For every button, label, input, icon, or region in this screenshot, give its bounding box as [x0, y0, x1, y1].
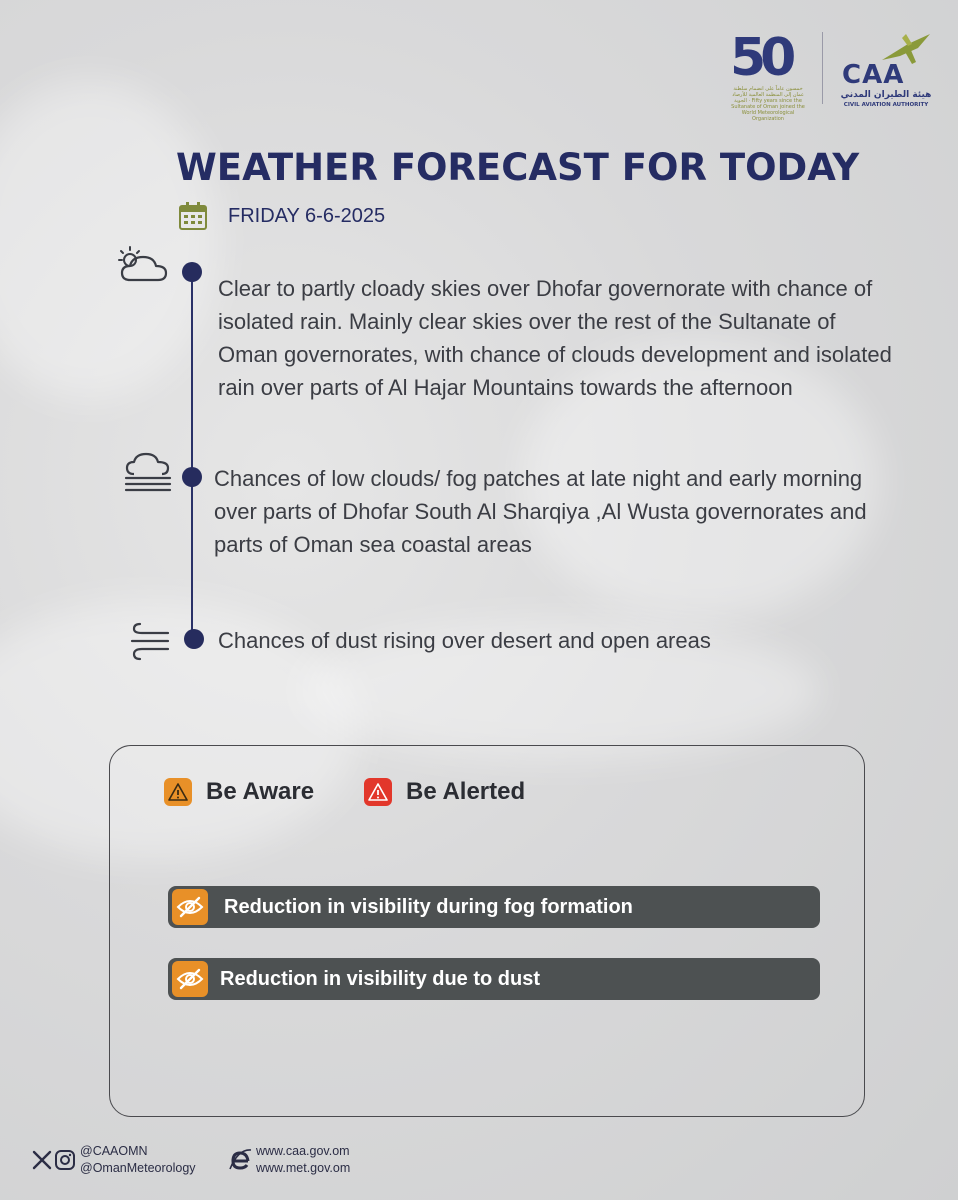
alert-bar-dust [168, 958, 820, 1000]
anniversary-logo [728, 28, 808, 122]
website-urls [256, 1143, 350, 1177]
alert-bar-fog [168, 886, 820, 928]
forecast-text-2: Chances of low clouds/ fog patches at late night and early morning over parts of Dhofar South Al Sharqiya ,Al Wusta governorates and parts of Oman sea coastal areas [214, 466, 867, 557]
social-handles [80, 1143, 196, 1177]
wind-dust-icon [128, 620, 174, 662]
website-caa-link[interactable]: www.caa.gov.om [256, 1144, 350, 1158]
forecast-date: FRIDAY 6-6-2025 [228, 204, 386, 227]
legend-aware [164, 777, 314, 807]
logo-divider [822, 32, 823, 104]
page-title: WEATHER FORECAST FOR TODAY [176, 146, 860, 189]
alert-text: Reduction in visibility due to dust [220, 967, 541, 990]
legend-aware-label: Be Aware [206, 778, 315, 805]
fog-icon [124, 450, 172, 494]
footer-websites [228, 1143, 350, 1177]
x-twitter-icon[interactable] [32, 1150, 52, 1170]
caa-arabic-name: هيئة الطيران المدني [840, 90, 932, 100]
background-cloud [0, 80, 220, 400]
anniversary-number: 50 [730, 28, 791, 88]
visibility-off-icon [172, 889, 208, 925]
forecast-text-1: Clear to partly cloady skies over Dhofar governorate with chance of isolated rain. Mainly clear skies over the rest of the Sultanate of Oman governorates, with chance of clouds development and isolated rain over parts of Al Hajar Mountains towards the afternoon [218, 276, 892, 400]
visibility-off-icon [172, 961, 208, 997]
timeline-dot [184, 629, 204, 649]
calendar-icon [178, 201, 208, 231]
timeline-line [191, 270, 193, 638]
social-handle-caa[interactable]: @CAAOMN [80, 1144, 148, 1158]
warning-icon [164, 778, 192, 806]
instagram-icon[interactable] [54, 1149, 76, 1171]
date-row [178, 200, 385, 232]
timeline-dot [182, 467, 202, 487]
caa-english-name: CIVIL AVIATION AUTHORITY [843, 102, 929, 108]
web-browser-icon [228, 1147, 252, 1173]
caa-logo [838, 30, 938, 110]
forecast-text-3: Chances of dust rising over desert and open areas [218, 628, 711, 653]
partly-cloudy-icon [116, 244, 170, 284]
legend-alerted-label: Be Alerted [406, 778, 526, 805]
footer-social [32, 1143, 196, 1177]
legend-alerted [364, 777, 525, 807]
warning-icon [364, 778, 392, 806]
social-handle-met[interactable]: @OmanMeteorology [80, 1161, 196, 1175]
timeline-dot [182, 262, 202, 282]
anniversary-caption: خمسون عاماً على انضمام سلطنة عمان إلى المنظمة العالمية للأرصاد الجوية · Fifty years since the Sultanate of Oman joined the World Meteorological Organization [731, 86, 805, 122]
alert-text: Reduction in visibility during fog formation [224, 895, 633, 918]
caa-letters: CAA [842, 60, 905, 90]
website-met-link[interactable]: www.met.gov.om [256, 1161, 351, 1175]
